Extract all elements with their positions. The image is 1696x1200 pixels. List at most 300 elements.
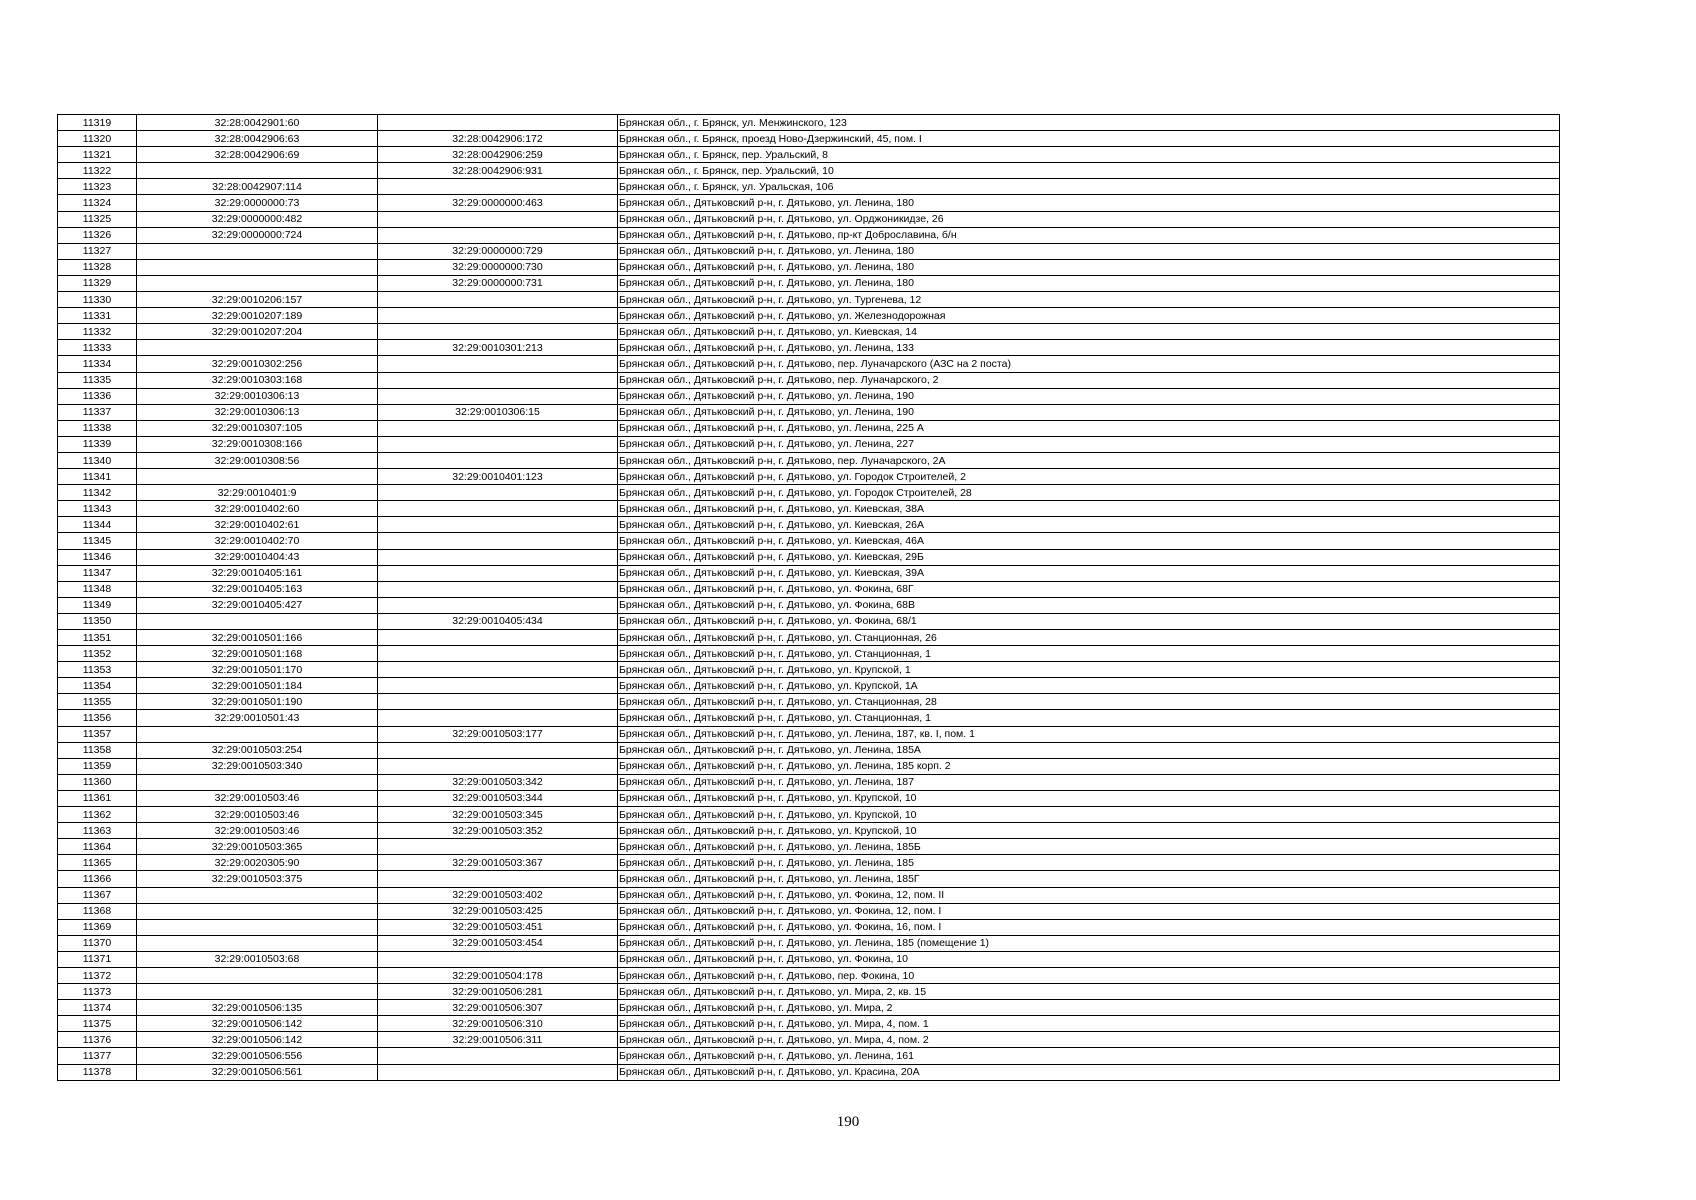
object-cadastral-number-cell [378, 839, 618, 855]
address-cell: Брянская обл., г. Брянск, ул. Менжинского, 123 [618, 115, 1560, 131]
row-number-cell: 11335 [58, 372, 137, 388]
cadastral-number-cell: 32:29:0010501:184 [137, 678, 378, 694]
property-table [57, 114, 1560, 1081]
table-row [58, 565, 1560, 581]
address-cell: Брянская обл., Дятьковский р-н, г. Дятьково, пр-кт Доброславина, б/н [618, 227, 1560, 243]
table-row [58, 533, 1560, 549]
cadastral-number-cell [137, 469, 378, 485]
table-row [58, 131, 1560, 147]
cadastral-number-cell [137, 967, 378, 983]
object-cadastral-number-cell [378, 211, 618, 227]
cadastral-number-cell: 32:28:0042907:114 [137, 179, 378, 195]
cadastral-number-cell: 32:29:0010207:189 [137, 308, 378, 324]
object-cadastral-number-cell: 32:29:0010503:402 [378, 887, 618, 903]
row-number-cell: 11366 [58, 871, 137, 887]
address-cell: Брянская обл., Дятьковский р-н, г. Дятьково, ул. Ленина, 187 [618, 774, 1560, 790]
table-row [58, 292, 1560, 308]
object-cadastral-number-cell [378, 436, 618, 452]
row-number-cell: 11368 [58, 903, 137, 919]
row-number-cell: 11349 [58, 597, 137, 613]
table-row [58, 517, 1560, 533]
row-number-cell: 11326 [58, 227, 137, 243]
row-number-cell: 11322 [58, 163, 137, 179]
row-number-cell: 11364 [58, 839, 137, 855]
address-cell: Брянская обл., Дятьковский р-н, г. Дятьково, ул. Мира, 2 [618, 1000, 1560, 1016]
address-cell: Брянская обл., Дятьковский р-н, г. Дятьково, ул. Орджоникидзе, 26 [618, 211, 1560, 227]
cadastral-number-cell: 32:29:0010306:13 [137, 388, 378, 404]
address-cell: Брянская обл., Дятьковский р-н, г. Дятьково, ул. Мира, 4, пом. 2 [618, 1032, 1560, 1048]
cadastral-number-cell: 32:29:0010506:561 [137, 1064, 378, 1080]
table-row [58, 147, 1560, 163]
address-cell: Брянская обл., Дятьковский р-н, г. Дятьково, ул. Ленина, 185 [618, 855, 1560, 871]
row-number-cell: 11324 [58, 195, 137, 211]
cadastral-number-cell: 32:29:0010303:168 [137, 372, 378, 388]
object-cadastral-number-cell [378, 179, 618, 195]
address-cell: Брянская обл., Дятьковский р-н, г. Дятьково, ул. Ленина, 180 [618, 195, 1560, 211]
row-number-cell: 11373 [58, 984, 137, 1000]
object-cadastral-number-cell [378, 710, 618, 726]
table-row [58, 275, 1560, 291]
row-number-cell: 11336 [58, 388, 137, 404]
row-number-cell: 11372 [58, 967, 137, 983]
table-row [58, 436, 1560, 452]
address-cell: Брянская обл., Дятьковский р-н, г. Дятьково, ул. Киевская, 29Б [618, 549, 1560, 565]
object-cadastral-number-cell [378, 1064, 618, 1080]
address-cell: Брянская обл., Дятьковский р-н, г. Дятьково, ул. Станционная, 28 [618, 694, 1560, 710]
address-cell: Брянская обл., Дятьковский р-н, г. Дятьково, ул. Ленина, 190 [618, 388, 1560, 404]
cadastral-number-cell: 32:29:0010506:142 [137, 1016, 378, 1032]
row-number-cell: 11345 [58, 533, 137, 549]
cadastral-number-cell: 32:29:0010501:166 [137, 630, 378, 646]
cadastral-number-cell [137, 887, 378, 903]
address-cell: Брянская обл., Дятьковский р-н, г. Дятьково, ул. Станционная, 1 [618, 646, 1560, 662]
cadastral-number-cell [137, 726, 378, 742]
object-cadastral-number-cell [378, 292, 618, 308]
row-number-cell: 11355 [58, 694, 137, 710]
table-row [58, 404, 1560, 420]
table-row [58, 1064, 1560, 1080]
cadastral-number-cell: 32:29:0010506:142 [137, 1032, 378, 1048]
row-number-cell: 11337 [58, 404, 137, 420]
table-row [58, 646, 1560, 662]
address-cell: Брянская обл., Дятьковский р-н, г. Дятьково, пер. Луначарского, 2 [618, 372, 1560, 388]
object-cadastral-number-cell [378, 646, 618, 662]
address-cell: Брянская обл., Дятьковский р-н, г. Дятьково, ул. Ленина, 185 (помещение 1) [618, 935, 1560, 951]
table-row [58, 372, 1560, 388]
object-cadastral-number-cell: 32:29:0010506:310 [378, 1016, 618, 1032]
row-number-cell: 11340 [58, 452, 137, 468]
cadastral-number-cell: 32:29:0010308:166 [137, 436, 378, 452]
object-cadastral-number-cell [378, 356, 618, 372]
address-cell: Брянская обл., Дятьковский р-н, г. Дятьково, ул. Киевская, 46А [618, 533, 1560, 549]
object-cadastral-number-cell [378, 388, 618, 404]
object-cadastral-number-cell: 32:29:0010503:451 [378, 919, 618, 935]
cadastral-number-cell [137, 340, 378, 356]
row-number-cell: 11338 [58, 420, 137, 436]
object-cadastral-number-cell: 32:28:0042906:931 [378, 163, 618, 179]
row-number-cell: 11327 [58, 243, 137, 259]
table-row [58, 179, 1560, 195]
address-cell: Брянская обл., Дятьковский р-н, г. Дятьково, ул. Станционная, 26 [618, 630, 1560, 646]
address-cell: Брянская обл., Дятьковский р-н, г. Дятьково, ул. Ленина, 161 [618, 1048, 1560, 1064]
table-row [58, 356, 1560, 372]
row-number-cell: 11362 [58, 807, 137, 823]
row-number-cell: 11351 [58, 630, 137, 646]
row-number-cell: 11346 [58, 549, 137, 565]
table-row [58, 613, 1560, 629]
address-cell: Брянская обл., Дятьковский р-н, г. Дятьково, ул. Крупской, 10 [618, 790, 1560, 806]
address-cell: Брянская обл., Дятьковский р-н, г. Дятьково, ул. Мира, 4, пом. 1 [618, 1016, 1560, 1032]
address-cell: Брянская обл., Дятьковский р-н, г. Дятьково, ул. Ленина, 185Б [618, 839, 1560, 855]
address-cell: Брянская обл., Дятьковский р-н, г. Дятьково, ул. Фокина, 68/1 [618, 613, 1560, 629]
row-number-cell: 11356 [58, 710, 137, 726]
address-cell: Брянская обл., г. Брянск, пер. Уральский, 8 [618, 147, 1560, 163]
object-cadastral-number-cell: 32:29:0010503:344 [378, 790, 618, 806]
object-cadastral-number-cell [378, 742, 618, 758]
object-cadastral-number-cell [378, 533, 618, 549]
address-cell: Брянская обл., Дятьковский р-н, г. Дятьково, ул. Городок Строителей, 28 [618, 485, 1560, 501]
cadastral-number-cell: 32:28:0042906:63 [137, 131, 378, 147]
table-row [58, 887, 1560, 903]
row-number-cell: 11375 [58, 1016, 137, 1032]
row-number-cell: 11363 [58, 823, 137, 839]
row-number-cell: 11323 [58, 179, 137, 195]
table-row [58, 758, 1560, 774]
cadastral-number-cell: 32:29:0010404:43 [137, 549, 378, 565]
row-number-cell: 11332 [58, 324, 137, 340]
row-number-cell: 11358 [58, 742, 137, 758]
row-number-cell: 11325 [58, 211, 137, 227]
address-cell: Брянская обл., Дятьковский р-н, г. Дятьково, ул. Ленина, 187, кв. I, пом. 1 [618, 726, 1560, 742]
cadastral-number-cell: 32:29:0010501:168 [137, 646, 378, 662]
table-row [58, 388, 1560, 404]
row-number-cell: 11374 [58, 1000, 137, 1016]
object-cadastral-number-cell: 32:29:0010506:311 [378, 1032, 618, 1048]
table-row [58, 919, 1560, 935]
table-row [58, 662, 1560, 678]
row-number-cell: 11369 [58, 919, 137, 935]
cadastral-number-cell: 32:29:0020305:90 [137, 855, 378, 871]
address-cell: Брянская обл., Дятьковский р-н, г. Дятьково, ул. Ленина, 190 [618, 404, 1560, 420]
row-number-cell: 11333 [58, 340, 137, 356]
object-cadastral-number-cell: 32:28:0042906:259 [378, 147, 618, 163]
object-cadastral-number-cell [378, 662, 618, 678]
table-row [58, 839, 1560, 855]
table-row [58, 115, 1560, 131]
cadastral-number-cell: 32:29:0010503:68 [137, 951, 378, 967]
cadastral-number-cell: 32:29:0010405:161 [137, 565, 378, 581]
object-cadastral-number-cell [378, 1048, 618, 1064]
address-cell: Брянская обл., Дятьковский р-н, г. Дятьково, ул. Фокина, 68В [618, 597, 1560, 613]
row-number-cell: 11357 [58, 726, 137, 742]
cadastral-number-cell [137, 984, 378, 1000]
cadastral-number-cell: 32:29:0010503:46 [137, 807, 378, 823]
object-cadastral-number-cell: 32:29:0000000:730 [378, 259, 618, 275]
row-number-cell: 11342 [58, 485, 137, 501]
object-cadastral-number-cell: 32:29:0010306:15 [378, 404, 618, 420]
object-cadastral-number-cell [378, 630, 618, 646]
cadastral-number-cell: 32:29:0010402:61 [137, 517, 378, 533]
object-cadastral-number-cell [378, 694, 618, 710]
cadastral-number-cell: 32:29:0010503:340 [137, 758, 378, 774]
object-cadastral-number-cell [378, 517, 618, 533]
object-cadastral-number-cell [378, 115, 618, 131]
address-cell: Брянская обл., Дятьковский р-н, г. Дятьково, ул. Тургенева, 12 [618, 292, 1560, 308]
table-row [58, 1000, 1560, 1016]
object-cadastral-number-cell: 32:29:0010401:123 [378, 469, 618, 485]
table-row [58, 211, 1560, 227]
row-number-cell: 11367 [58, 887, 137, 903]
cadastral-number-cell [137, 903, 378, 919]
row-number-cell: 11365 [58, 855, 137, 871]
row-number-cell: 11331 [58, 308, 137, 324]
object-cadastral-number-cell [378, 485, 618, 501]
object-cadastral-number-cell [378, 597, 618, 613]
address-cell: Брянская обл., Дятьковский р-н, г. Дятьково, ул. Городок Строителей, 2 [618, 469, 1560, 485]
cadastral-number-cell: 32:29:0000000:724 [137, 227, 378, 243]
object-cadastral-number-cell: 32:29:0010503:454 [378, 935, 618, 951]
table-row [58, 340, 1560, 356]
table-row [58, 823, 1560, 839]
table-row [58, 501, 1560, 517]
address-cell: Брянская обл., Дятьковский р-н, г. Дятьково, ул. Крупской, 1 [618, 662, 1560, 678]
table-row [58, 678, 1560, 694]
table-row [58, 227, 1560, 243]
table-row [58, 308, 1560, 324]
address-cell: Брянская обл., Дятьковский р-н, г. Дятьково, ул. Киевская, 39А [618, 565, 1560, 581]
row-number-cell: 11352 [58, 646, 137, 662]
object-cadastral-number-cell [378, 372, 618, 388]
address-cell: Брянская обл., Дятьковский р-н, г. Дятьково, ул. Железнодорожная [618, 308, 1560, 324]
row-number-cell: 11339 [58, 436, 137, 452]
address-cell: Брянская обл., Дятьковский р-н, г. Дятьково, ул. Ленина, 227 [618, 436, 1560, 452]
object-cadastral-number-cell: 32:29:0010503:177 [378, 726, 618, 742]
table-row [58, 871, 1560, 887]
address-cell: Брянская обл., Дятьковский р-н, г. Дятьково, пер. Луначарского (АЗС на 2 поста) [618, 356, 1560, 372]
row-number-cell: 11321 [58, 147, 137, 163]
address-cell: Брянская обл., Дятьковский р-н, г. Дятьково, ул. Красина, 20А [618, 1064, 1560, 1080]
object-cadastral-number-cell: 32:29:0010506:281 [378, 984, 618, 1000]
cadastral-number-cell: 32:29:0000000:482 [137, 211, 378, 227]
cadastral-number-cell [137, 919, 378, 935]
object-cadastral-number-cell: 32:29:0010503:352 [378, 823, 618, 839]
row-number-cell: 11328 [58, 259, 137, 275]
address-cell: Брянская обл., Дятьковский р-н, г. Дятьково, ул. Мира, 2, кв. 15 [618, 984, 1560, 1000]
table-row [58, 549, 1560, 565]
table-row [58, 630, 1560, 646]
table-row [58, 469, 1560, 485]
cadastral-number-cell: 32:29:0010503:365 [137, 839, 378, 855]
address-cell: Брянская обл., Дятьковский р-н, г. Дятьково, ул. Ленина, 185А [618, 742, 1560, 758]
address-cell: Брянская обл., Дятьковский р-н, г. Дятьково, ул. Ленина, 180 [618, 243, 1560, 259]
cadastral-number-cell: 32:29:0010506:135 [137, 1000, 378, 1016]
table-row [58, 420, 1560, 436]
object-cadastral-number-cell: 32:29:0010503:342 [378, 774, 618, 790]
cadastral-number-cell: 32:29:0010306:13 [137, 404, 378, 420]
object-cadastral-number-cell [378, 420, 618, 436]
table-row [58, 710, 1560, 726]
object-cadastral-number-cell [378, 452, 618, 468]
cadastral-number-cell: 32:29:0010501:170 [137, 662, 378, 678]
row-number-cell: 11360 [58, 774, 137, 790]
address-cell: Брянская обл., г. Брянск, проезд Ново-Дзержинский, 45, пом. I [618, 131, 1560, 147]
row-number-cell: 11320 [58, 131, 137, 147]
row-number-cell: 11359 [58, 758, 137, 774]
object-cadastral-number-cell [378, 324, 618, 340]
cadastral-number-cell: 32:29:0010503:375 [137, 871, 378, 887]
table-row [58, 324, 1560, 340]
page-number: 190 [836, 1114, 860, 1130]
cadastral-number-cell: 32:29:0010501:190 [137, 694, 378, 710]
cadastral-number-cell: 32:29:0010503:46 [137, 823, 378, 839]
object-cadastral-number-cell [378, 501, 618, 517]
table-row [58, 1016, 1560, 1032]
cadastral-number-cell: 32:29:0010506:556 [137, 1048, 378, 1064]
cadastral-number-cell: 32:29:0010402:60 [137, 501, 378, 517]
row-number-cell: 11343 [58, 501, 137, 517]
table-row [58, 195, 1560, 211]
object-cadastral-number-cell [378, 227, 618, 243]
object-cadastral-number-cell: 32:29:0010506:307 [378, 1000, 618, 1016]
cadastral-number-cell: 32:29:0010503:46 [137, 790, 378, 806]
table-row [58, 243, 1560, 259]
table-row [58, 935, 1560, 951]
address-cell: Брянская обл., г. Брянск, пер. Уральский, 10 [618, 163, 1560, 179]
cadastral-number-cell [137, 259, 378, 275]
row-number-cell: 11370 [58, 935, 137, 951]
cadastral-number-cell [137, 613, 378, 629]
object-cadastral-number-cell [378, 308, 618, 324]
row-number-cell: 11377 [58, 1048, 137, 1064]
object-cadastral-number-cell [378, 758, 618, 774]
address-cell: Брянская обл., Дятьковский р-н, г. Дятьково, ул. Ленина, 180 [618, 275, 1560, 291]
object-cadastral-number-cell: 32:29:0010405:434 [378, 613, 618, 629]
property-table-body [58, 115, 1560, 1081]
table-row [58, 1032, 1560, 1048]
table-row [58, 807, 1560, 823]
row-number-cell: 11329 [58, 275, 137, 291]
table-row [58, 452, 1560, 468]
table-row [58, 163, 1560, 179]
cadastral-number-cell: 32:28:0042901:60 [137, 115, 378, 131]
row-number-cell: 11350 [58, 613, 137, 629]
table-row [58, 694, 1560, 710]
table-row [58, 855, 1560, 871]
object-cadastral-number-cell: 32:29:0010503:367 [378, 855, 618, 871]
object-cadastral-number-cell: 32:29:0000000:463 [378, 195, 618, 211]
address-cell: Брянская обл., г. Брянск, ул. Уральская, 106 [618, 179, 1560, 195]
cadastral-number-cell: 32:29:0010405:163 [137, 581, 378, 597]
row-number-cell: 11334 [58, 356, 137, 372]
cadastral-number-cell: 32:29:0010405:427 [137, 597, 378, 613]
row-number-cell: 11361 [58, 790, 137, 806]
cadastral-number-cell [137, 163, 378, 179]
cadastral-number-cell: 32:29:0010308:56 [137, 452, 378, 468]
address-cell: Брянская обл., Дятьковский р-н, г. Дятьково, ул. Фокина, 12, пом. I [618, 903, 1560, 919]
cadastral-number-cell: 32:29:0010207:204 [137, 324, 378, 340]
object-cadastral-number-cell: 32:29:0000000:729 [378, 243, 618, 259]
object-cadastral-number-cell [378, 549, 618, 565]
address-cell: Брянская обл., Дятьковский р-н, г. Дятьково, ул. Фокина, 12, пом. II [618, 887, 1560, 903]
address-cell: Брянская обл., Дятьковский р-н, г. Дятьково, ул. Крупской, 10 [618, 807, 1560, 823]
row-number-cell: 11330 [58, 292, 137, 308]
address-cell: Брянская обл., Дятьковский р-н, г. Дятьково, ул. Ленина, 225 А [618, 420, 1560, 436]
row-number-cell: 11319 [58, 115, 137, 131]
address-cell: Брянская обл., Дятьковский р-н, г. Дятьково, пер. Луначарского, 2А [618, 452, 1560, 468]
address-cell: Брянская обл., Дятьковский р-н, г. Дятьково, пер. Фокина, 10 [618, 967, 1560, 983]
table-row [58, 581, 1560, 597]
cadastral-number-cell: 32:29:0010307:105 [137, 420, 378, 436]
row-number-cell: 11376 [58, 1032, 137, 1048]
object-cadastral-number-cell: 32:29:0000000:731 [378, 275, 618, 291]
object-cadastral-number-cell [378, 871, 618, 887]
object-cadastral-number-cell: 32:29:0010301:213 [378, 340, 618, 356]
row-number-cell: 11354 [58, 678, 137, 694]
object-cadastral-number-cell [378, 678, 618, 694]
object-cadastral-number-cell [378, 951, 618, 967]
cadastral-number-cell: 32:29:0010501:43 [137, 710, 378, 726]
table-row [58, 984, 1560, 1000]
table-row [58, 485, 1560, 501]
row-number-cell: 11353 [58, 662, 137, 678]
address-cell: Брянская обл., Дятьковский р-н, г. Дятьково, ул. Киевская, 26А [618, 517, 1560, 533]
cadastral-number-cell: 32:29:0010401:9 [137, 485, 378, 501]
cadastral-number-cell: 32:29:0010206:157 [137, 292, 378, 308]
table-row [58, 726, 1560, 742]
address-cell: Брянская обл., Дятьковский р-н, г. Дятьково, ул. Фокина, 16, пом. I [618, 919, 1560, 935]
address-cell: Брянская обл., Дятьковский р-н, г. Дятьково, ул. Ленина, 180 [618, 259, 1560, 275]
cadastral-number-cell: 32:28:0042906:69 [137, 147, 378, 163]
table-row [58, 951, 1560, 967]
row-number-cell: 11347 [58, 565, 137, 581]
address-cell: Брянская обл., Дятьковский р-н, г. Дятьково, ул. Ленина, 185Г [618, 871, 1560, 887]
row-number-cell: 11344 [58, 517, 137, 533]
address-cell: Брянская обл., Дятьковский р-н, г. Дятьково, ул. Киевская, 38А [618, 501, 1560, 517]
object-cadastral-number-cell: 32:28:0042906:172 [378, 131, 618, 147]
cadastral-number-cell [137, 243, 378, 259]
table-row [58, 1048, 1560, 1064]
cadastral-number-cell [137, 774, 378, 790]
address-cell: Брянская обл., Дятьковский р-н, г. Дятьково, ул. Ленина, 185 корп. 2 [618, 758, 1560, 774]
address-cell: Брянская обл., Дятьковский р-н, г. Дятьково, ул. Ленина, 133 [618, 340, 1560, 356]
cadastral-number-cell [137, 935, 378, 951]
object-cadastral-number-cell: 32:29:0010503:345 [378, 807, 618, 823]
table-row [58, 903, 1560, 919]
object-cadastral-number-cell [378, 565, 618, 581]
cadastral-number-cell: 32:29:0010402:70 [137, 533, 378, 549]
address-cell: Брянская обл., Дятьковский р-н, г. Дятьково, ул. Станционная, 1 [618, 710, 1560, 726]
row-number-cell: 11378 [58, 1064, 137, 1080]
address-cell: Брянская обл., Дятьковский р-н, г. Дятьково, ул. Крупской, 10 [618, 823, 1560, 839]
object-cadastral-number-cell [378, 581, 618, 597]
row-number-cell: 11371 [58, 951, 137, 967]
cadastral-number-cell: 32:29:0010302:256 [137, 356, 378, 372]
table-row [58, 774, 1560, 790]
address-cell: Брянская обл., Дятьковский р-н, г. Дятьково, ул. Фокина, 68Г [618, 581, 1560, 597]
cadastral-number-cell [137, 275, 378, 291]
table-row [58, 790, 1560, 806]
table-row [58, 259, 1560, 275]
object-cadastral-number-cell: 32:29:0010504:178 [378, 967, 618, 983]
cadastral-number-cell: 32:29:0010503:254 [137, 742, 378, 758]
table-row [58, 597, 1560, 613]
address-cell: Брянская обл., Дятьковский р-н, г. Дятьково, ул. Крупской, 1А [618, 678, 1560, 694]
cadastral-number-cell: 32:29:0000000:73 [137, 195, 378, 211]
address-cell: Брянская обл., Дятьковский р-н, г. Дятьково, ул. Фокина, 10 [618, 951, 1560, 967]
row-number-cell: 11348 [58, 581, 137, 597]
object-cadastral-number-cell: 32:29:0010503:425 [378, 903, 618, 919]
row-number-cell: 11341 [58, 469, 137, 485]
